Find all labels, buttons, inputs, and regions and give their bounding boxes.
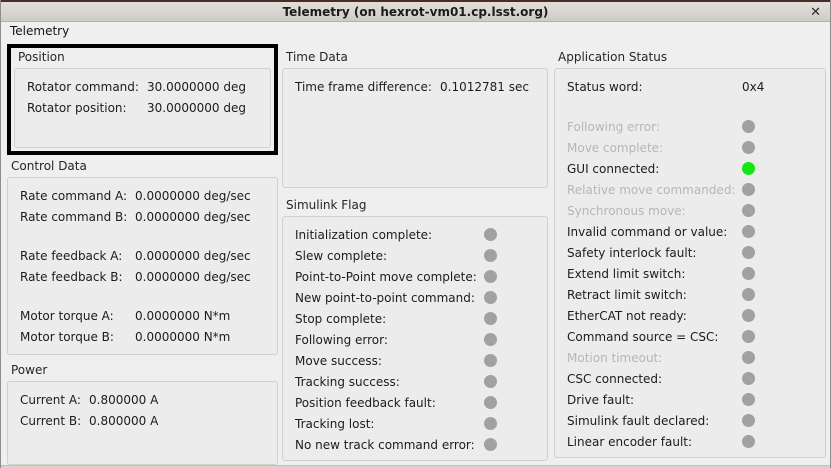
flag-label: EtherCAT not ready: (567, 308, 687, 323)
status-led-icon (484, 291, 497, 304)
flag-label: Slew complete: (295, 248, 388, 263)
telemetry-row (8, 245, 277, 266)
flag-label: GUI connected: (567, 161, 660, 176)
control-data-section-title: Control Data (11, 159, 87, 173)
flag-label: Move success: (295, 353, 382, 368)
row-label: Rotator position: (27, 100, 127, 115)
status-led-icon (484, 396, 497, 409)
row-label: Rate feedback A: (20, 248, 123, 263)
flag-label: Position feedback fault: (295, 395, 436, 410)
row-label: Motor torque B: (20, 329, 114, 344)
row-label: Rotator command: (27, 79, 139, 94)
row-value: 30.0000000 deg (147, 100, 246, 115)
row-value: 0.800000 A (89, 392, 159, 407)
row-value: 0.0000000 deg/sec (135, 209, 251, 224)
status-led-icon (484, 333, 497, 346)
status-led-icon (484, 270, 497, 283)
right-column (554, 40, 826, 465)
row-value: 0.800000 A (89, 413, 159, 428)
flag-label: Motion timeout: (567, 350, 663, 365)
time-data-section (282, 50, 548, 188)
status-led-icon (742, 267, 755, 280)
flag-row (555, 410, 825, 431)
status-led-icon (742, 372, 755, 385)
row-value: 0.0000000 N*m (135, 308, 231, 323)
status-led-icon (742, 309, 755, 322)
flag-label: Tracking lost: (295, 416, 375, 431)
flag-label: Retract limit switch: (567, 287, 687, 302)
flag-row (555, 179, 825, 200)
status-led-icon (484, 354, 497, 367)
flag-row (555, 263, 825, 284)
position-panel (14, 68, 271, 148)
close-icon[interactable]: ✕ (810, 4, 821, 20)
flag-row (283, 371, 547, 392)
row-value: 0.0000000 N*m (135, 329, 231, 344)
flag-label: Following error: (567, 119, 660, 134)
flag-label: Tracking success: (295, 374, 400, 389)
status-led-icon (484, 312, 497, 325)
status-led-icon (742, 204, 755, 217)
telemetry-row (8, 389, 277, 410)
window-title: Telemetry (on hexrot-vm01.cp.lsst.org) (282, 4, 549, 19)
status-led-icon (484, 249, 497, 262)
flag-row (555, 158, 825, 179)
telemetry-row (8, 287, 277, 305)
flag-label: Relative move commanded: (567, 182, 736, 197)
flag-row (283, 392, 547, 413)
status-led-icon (484, 375, 497, 388)
flag-label: Simulink fault declared: (567, 413, 710, 428)
flag-row (555, 284, 825, 305)
flag-row (555, 368, 825, 389)
control-data-section (7, 159, 278, 355)
flag-row (555, 347, 825, 368)
position-section-title: Position (18, 50, 65, 64)
flag-label: Command source = CSC: (567, 329, 719, 344)
flag-label: Invalid command or value: (567, 224, 728, 239)
telemetry-row (283, 76, 547, 97)
flag-label: Synchronous move: (567, 203, 686, 218)
application-status-section-title: Application Status (558, 50, 668, 64)
flag-label: CSC connected: (567, 371, 663, 386)
row-label: Motor torque A: (20, 308, 114, 323)
flag-row (555, 326, 825, 347)
status-led-icon (742, 141, 755, 154)
flag-row (555, 200, 825, 221)
telemetry-row (8, 305, 277, 326)
status-led-icon (742, 225, 755, 238)
row-label: Current A: (20, 392, 81, 407)
flag-row (283, 245, 547, 266)
flag-label: Safety interlock fault: (567, 245, 697, 260)
status-led-icon (742, 351, 755, 364)
flag-row (555, 221, 825, 242)
menu-bar (1, 22, 830, 40)
status-led-icon (484, 228, 497, 241)
flag-row (283, 350, 547, 371)
row-value: 0.0000000 deg/sec (135, 269, 251, 284)
flag-label: Stop complete: (295, 311, 387, 326)
telemetry-row (15, 97, 270, 118)
power-section-title: Power (11, 363, 48, 377)
status-led-icon (742, 246, 755, 259)
status-led-icon (484, 438, 497, 451)
status-led-icon (742, 288, 755, 301)
flag-row (283, 329, 547, 350)
row-label: Current B: (20, 413, 82, 428)
flag-label: Initialization complete: (295, 227, 433, 242)
status-led-icon (742, 414, 755, 427)
flag-row (283, 224, 547, 245)
status-led-icon (742, 120, 755, 133)
status-led-icon (742, 393, 755, 406)
flag-label: Point-to-Point move complete: (295, 269, 477, 284)
flag-label: Linear encoder fault: (567, 434, 693, 449)
position-highlight-frame (7, 44, 278, 155)
status-word-label: Status word: (567, 79, 643, 94)
row-label: Rate command B: (20, 209, 128, 224)
flag-label: Extend limit switch: (567, 266, 686, 281)
position-section (14, 50, 271, 148)
spacer (555, 97, 825, 116)
content-area (1, 40, 830, 465)
status-led-icon (742, 162, 755, 175)
flag-row (555, 116, 825, 137)
telemetry-row (8, 227, 277, 245)
flag-row (555, 137, 825, 158)
flag-row (555, 389, 825, 410)
telemetry-row (8, 185, 277, 206)
flag-row (283, 287, 547, 308)
simulink-flag-panel (282, 216, 548, 461)
title-bar[interactable] (1, 0, 830, 22)
row-value: 0.1012781 sec (440, 79, 529, 94)
status-led-icon (742, 435, 755, 448)
flag-label: No new track command error: (295, 437, 475, 452)
row-label: Rate command A: (20, 188, 128, 203)
row-label: Rate feedback B: (20, 269, 123, 284)
control-data-panel (7, 177, 278, 355)
application-status-section (554, 50, 826, 458)
telemetry-row (8, 326, 277, 347)
flag-row (555, 305, 825, 326)
telemetry-row (15, 76, 270, 97)
flag-row (555, 242, 825, 263)
left-column (7, 40, 278, 465)
application-status-panel (554, 68, 826, 458)
status-word-value: 0x4 (742, 79, 765, 94)
flag-row (283, 308, 547, 329)
telemetry-row (8, 410, 277, 431)
time-data-section-title: Time Data (286, 50, 348, 64)
flag-row (283, 413, 547, 434)
status-led-icon (742, 330, 755, 343)
flag-label: Move complete: (567, 140, 664, 155)
telemetry-row (8, 206, 277, 227)
menu-item-telemetry[interactable]: Telemetry (10, 24, 70, 38)
row-value: 30.0000000 deg (147, 79, 246, 94)
status-led-icon (742, 183, 755, 196)
flag-label: Drive fault: (567, 392, 635, 407)
simulink-flag-section-title: Simulink Flag (286, 198, 367, 212)
status-led-icon (484, 417, 497, 430)
application-status-rows (555, 116, 825, 452)
telemetry-row (8, 266, 277, 287)
time-data-panel (282, 68, 548, 188)
row-label: Time frame difference: (295, 79, 432, 94)
status-word-row (555, 76, 825, 97)
row-value: 0.0000000 deg/sec (135, 188, 251, 203)
flag-row (283, 266, 547, 287)
row-value: 0.0000000 deg/sec (135, 248, 251, 263)
power-section (7, 363, 278, 465)
flag-row (283, 434, 547, 455)
flag-label: Following error: (295, 332, 388, 347)
flag-row (555, 431, 825, 452)
simulink-flag-section (282, 198, 548, 461)
middle-column (282, 40, 548, 465)
power-panel (7, 381, 278, 465)
flag-label: New point-to-point command: (295, 290, 475, 305)
